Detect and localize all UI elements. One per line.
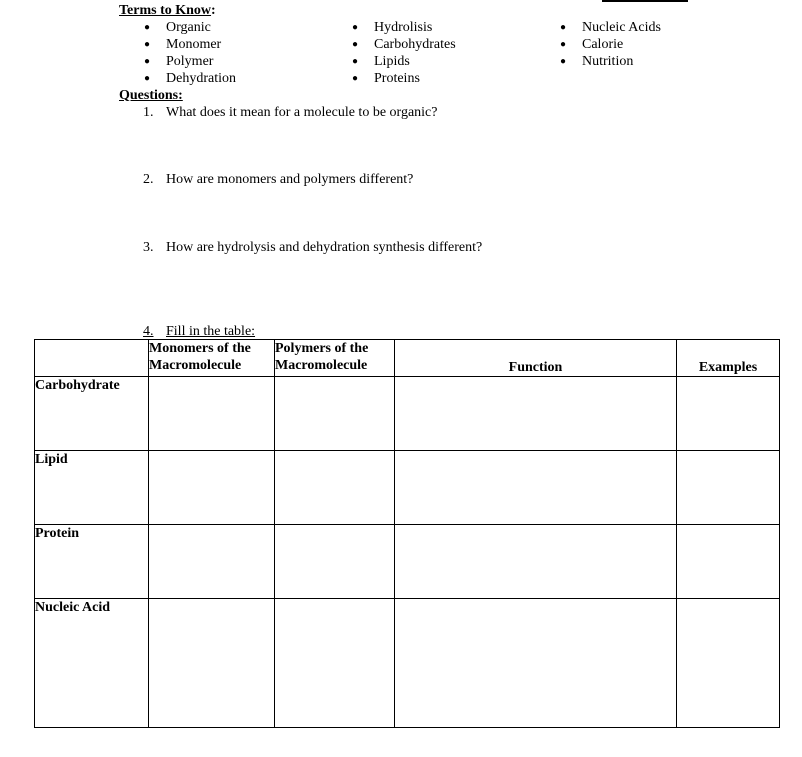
answer-cell[interactable] [677, 525, 780, 599]
table-row [35, 377, 780, 451]
answer-cell[interactable] [395, 451, 677, 525]
answer-cell[interactable] [395, 525, 677, 599]
question-number: 4. [143, 324, 154, 339]
table-row [35, 525, 780, 599]
question-number: 1. [143, 105, 154, 120]
term-lipids: ● Lipids [374, 53, 410, 70]
answer-cell[interactable] [677, 599, 780, 728]
term-proteins: ● Proteins [374, 70, 420, 87]
term-nutrition: ● Nutrition [582, 53, 633, 70]
answer-cell[interactable] [275, 599, 395, 728]
question-number: 3. [143, 240, 154, 255]
term-dehydration: ● Dehydration [166, 70, 236, 87]
term-carbohydrates: ● Carbohydrates [374, 36, 456, 53]
header-polymers [275, 340, 395, 377]
answer-cell[interactable] [149, 525, 275, 599]
answer-cell[interactable] [677, 377, 780, 451]
header-polymers-line1: Polymers of the [275, 341, 369, 356]
question-3 [143, 239, 483, 256]
answer-cell[interactable] [149, 377, 275, 451]
term-monomer: ● Monomer [166, 36, 221, 53]
term-hydrolisis: ● Hydrolisis [374, 19, 432, 36]
row-label-protein: Protein [35, 525, 149, 599]
table-row [35, 451, 780, 525]
question-text: What does it mean for a molecule to be organic? [166, 105, 438, 120]
header-examples-label: Examples [698, 360, 758, 375]
question-2 [143, 171, 414, 188]
top-rule [602, 0, 688, 2]
header-monomers [149, 340, 275, 377]
term-nucleic-acids: ● Nucleic Acids [582, 19, 661, 36]
term-calorie: ● Calorie [582, 36, 623, 53]
term-polymer: ● Polymer [166, 53, 213, 70]
header-monomers-line2: Macromolecule [149, 358, 242, 373]
row-label-carbohydrate: Carbohydrate [35, 377, 149, 451]
questions-heading: Questions: [119, 88, 183, 103]
question-4 [143, 323, 256, 340]
question-number: 2. [143, 172, 154, 187]
term-organic: ● Organic [166, 19, 211, 36]
row-label-lipid: Lipid [35, 451, 149, 525]
answer-cell[interactable] [677, 451, 780, 525]
answer-cell[interactable] [149, 451, 275, 525]
macromolecule-table [34, 339, 780, 728]
question-text: How are hydrolysis and dehydration synthesis different? [166, 240, 483, 255]
answer-cell[interactable] [395, 377, 677, 451]
answer-cell[interactable] [275, 525, 395, 599]
header-examples [677, 340, 780, 377]
terms-heading: Terms to Know: [119, 3, 216, 18]
question-text: Fill in the table: [166, 324, 256, 339]
answer-cell[interactable] [395, 599, 677, 728]
header-function-label: Function [508, 360, 563, 375]
header-monomers-line1: Monomers of the [149, 341, 251, 356]
question-1 [143, 104, 438, 121]
answer-cell[interactable] [275, 377, 395, 451]
header-blank [35, 340, 149, 377]
question-text: How are monomers and polymers different? [166, 172, 414, 187]
answer-cell[interactable] [149, 599, 275, 728]
header-polymers-line2: Macromolecule [275, 358, 368, 373]
answer-cell[interactable] [275, 451, 395, 525]
row-label-nucleic-acid: Nucleic Acid [35, 599, 149, 728]
table-header-row [35, 340, 780, 377]
header-function [395, 340, 677, 377]
table-row [35, 599, 780, 728]
